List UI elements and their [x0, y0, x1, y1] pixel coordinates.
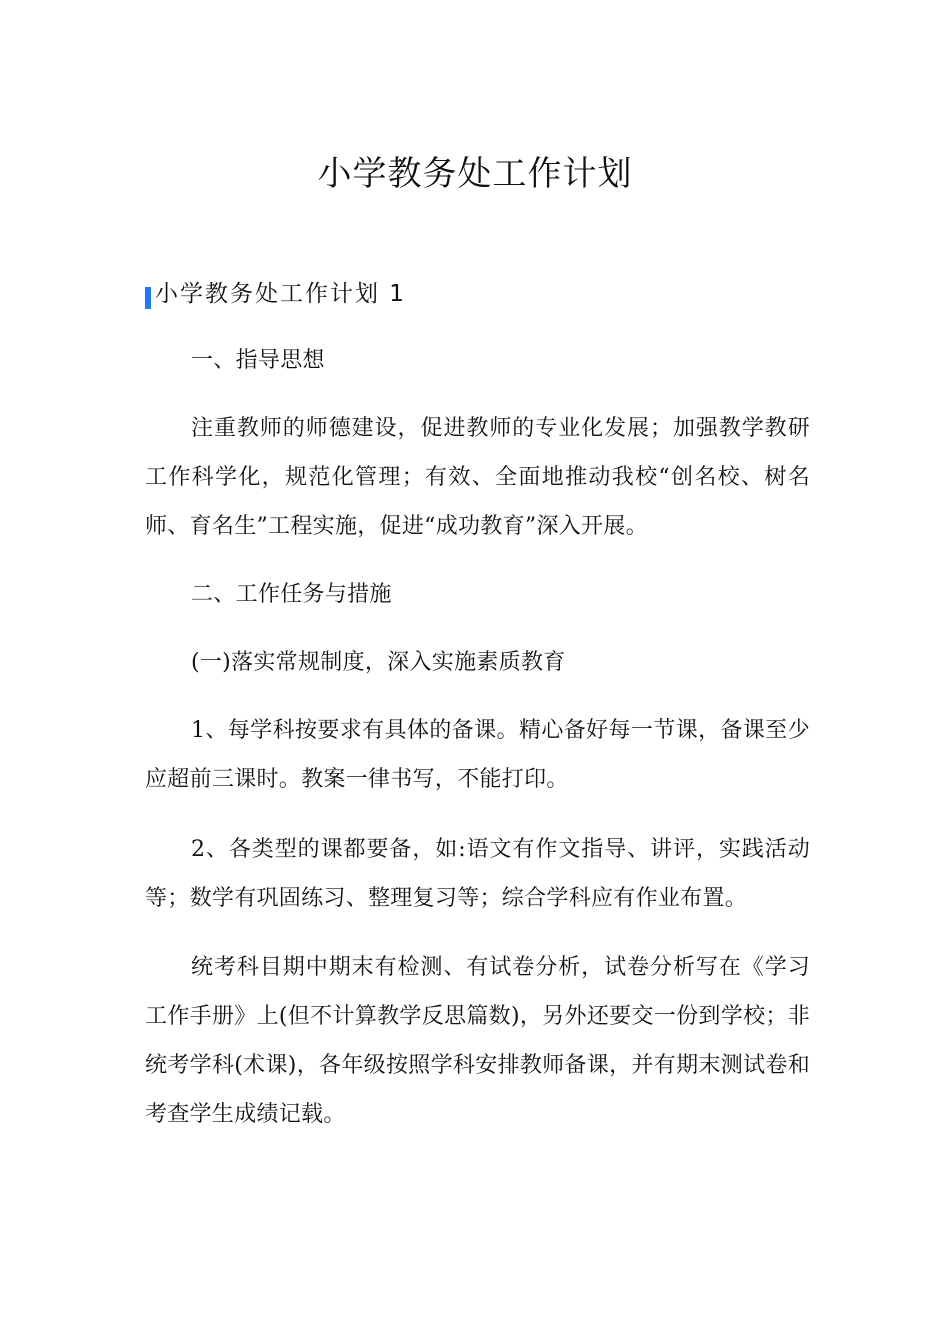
paragraph-subsection-heading: (一)落实常规制度，深入实施素质教育 [191, 650, 566, 675]
section-heading [145, 276, 406, 312]
paragraph-tasks-heading: 二、工作任务与措施 [191, 582, 392, 607]
paragraph-exams: 统考科目期中期末有检测、有试卷分析，试卷分析写在《学习工作手册》上(但不计算教学反思篇数)，另外还要交一份到学校；非统考学科(术课)，各年级按照学科安排教师备课，并有期末测试卷和考查学生成绩记载。 [145, 955, 810, 1127]
heading-marker [145, 287, 151, 309]
paragraph-item-2: 2、各类型的课都要备，如:语文有作文指导、讲评，实践活动等；数学有巩固练习、整理复习等；综合学科应有作业布置。 [145, 837, 810, 911]
paragraph-guiding-thought-heading: 一、指导思想 [191, 348, 325, 373]
section-heading-text: 小学教务处工作计划 1 [155, 281, 406, 307]
paragraph-guiding-thought: 注重教师的师德建设，促进教师的专业化发展；加强教学教研工作科学化，规范化管理；有效、全面地推动我校“创名校、树名师、育名生”工程实施，促进“成功教育”深入开展。 [145, 416, 810, 539]
paragraph-item-1: 1、每学科按要求有具体的备课。精心备好每一节课，备课至少应超前三课时。教案一律书写，不能打印。 [145, 718, 810, 792]
document-title: 小学教务处工作计划 [317, 154, 633, 194]
